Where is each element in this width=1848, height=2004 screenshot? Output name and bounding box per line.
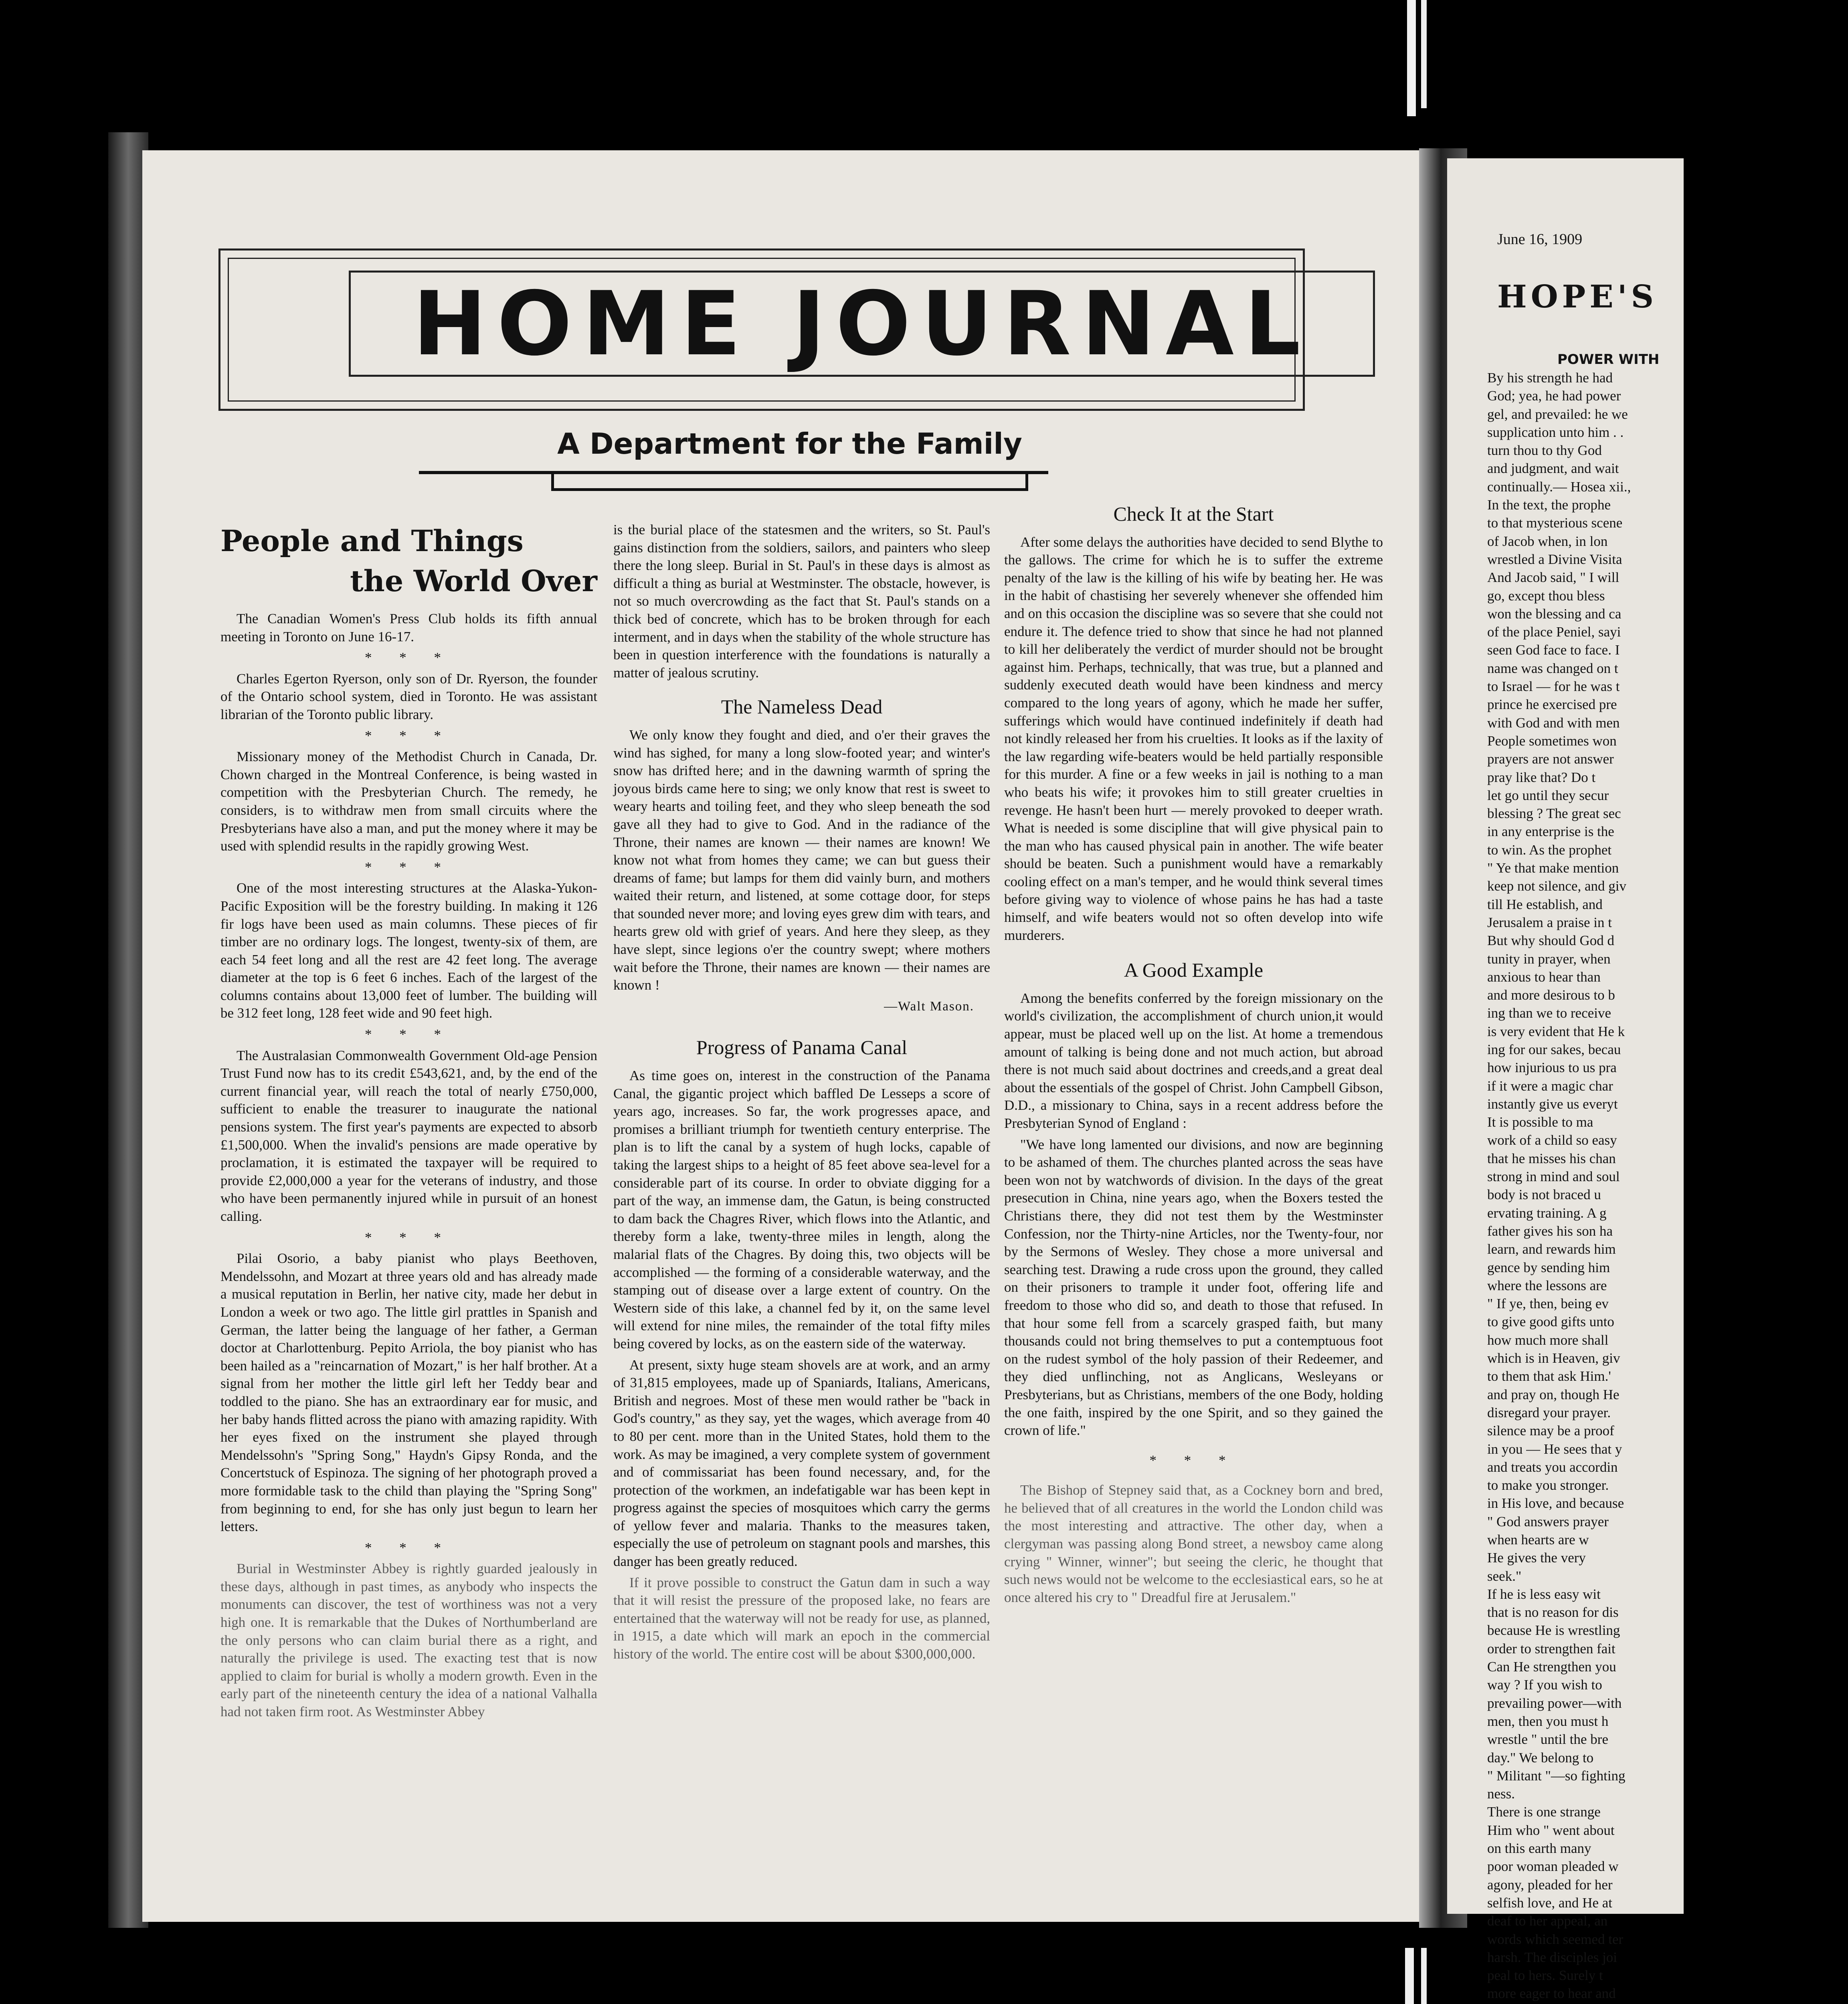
right-page-line: turn thou to thy God [1487, 442, 1602, 459]
right-page-line: Jerusalem a praise in t [1487, 914, 1612, 930]
right-page [1447, 158, 1684, 2002]
right-page-line: is very evident that He k [1487, 1023, 1625, 1039]
article-paragraph: At present, sixty huge steam shovels are at work, and an army of 31,815 employees, made up of Spaniards, Italians, Americans, British and negroes. Most of these men would rather be "back in God's country," as they say, yet the wages, which average from 40 to 80 per cent. more than in the United States, hold them to the work. As may be imagined, a very complete system of government and of commissariat has been found necessary, and, for the protection of the workmen, an indefatigable war has been kept in progress against the species of mosquitoes which carry the germs of yellow fever and malaria. Thanks to the measures taken, especially the use of petroleum on stagnant pools and marshes, this danger has been greatly reduced. [613, 1357, 990, 1570]
right-page-line: words which seemed ter [1487, 1931, 1624, 1947]
right-page-line: way ? If you wish to [1487, 1677, 1602, 1693]
headline-line-1: People and Things [220, 524, 524, 558]
author-signature: —Walt Mason. [884, 999, 974, 1014]
right-page-line: to give good gifts unto [1487, 1314, 1614, 1330]
department-subtitle: A Department for the Family [557, 427, 1022, 461]
right-page-line: It is possible to ma [1487, 1114, 1593, 1130]
separator-stars: * * * [365, 1229, 453, 1245]
right-page-line: in His love, and because [1487, 1495, 1624, 1511]
right-page-subhead: POWER WITH [1557, 352, 1660, 368]
right-page-line: prayers are not answer [1487, 751, 1614, 767]
right-page-line: to Israel — for he was t [1487, 679, 1620, 695]
right-page-text [1487, 369, 1848, 2004]
right-page-line: won the blessing and ca [1487, 606, 1622, 622]
right-page-line: ing than we to receive [1487, 1005, 1611, 1021]
right-page-line: when hearts are w [1487, 1532, 1589, 1547]
right-page-line: And Jacob said, " I will [1487, 570, 1620, 586]
right-page-line: selfish love, and He at [1487, 1895, 1612, 1911]
right-page-line: keep not silence, and giv [1487, 878, 1626, 894]
column-1 [220, 521, 597, 1724]
article-paragraph: Among the benefits conferred by the foreign missionary on the world's civilization, the accomplishment of church union,it would appear, must be placed well up on the list. At home a tremendous amount of talking is being done and not much action, but abroad there is not much said about doctrines and creeds,and a great deal about the essentials of the gospel of Christ. John Campbell Gibson, D.D., a missionary to China, says in a recent address before the Presbyterian Synod of England : [1004, 990, 1383, 1131]
right-page-line: because He is wrestling [1487, 1622, 1620, 1638]
right-page-line: with God and with men [1487, 715, 1620, 731]
right-page-line: tunity in prayer, when [1487, 951, 1611, 967]
separator-stars: * * * [365, 650, 453, 666]
article-paragraph: Pilai Osorio, a baby pianist who plays Beethoven, Mendelssohn, and Mozart at three years old and has already made a musical reputation in Berlin, her native city, made her debut in London a week or two ago. The little girl prattles in Spanish and German, the latter being the language of her father, a German doctor at Charlottenburg. Pepito Arriola, the boy pianist who has been hailed as a "reincarnation of Mozart," is her half brother. At a signal from her mother the little girl left her Teddy bear and toddled to the piano. She has an extraordinary ear for music, and her baby hands flitted across the piano with amazing rapidity. With her eyes fixed on the instrument she played through Mendelssohn's "Spring Song," Haydn's Gipsy Ronda, and the Concertstuck of Espinoza. The signing of her photograph proved a more formidable task to the child than playing the "Spring Song" from beginning to end, for she has only just begun to learn her letters. [220, 1250, 597, 1535]
right-page-line: of Jacob when, in lon [1487, 533, 1608, 549]
scan-strip [1405, 1948, 1414, 2004]
right-page-line: let go until they secur [1487, 787, 1609, 803]
article-paragraph: is the burial place of the statesmen and the writers, so St. Paul's gains distinction from the soldiers, sailors, and painters who sleep there the long sleep. Burial in St. Paul's in these days is almost as difficult a thing as burial at Westminster. The obstacle, however, is not so much overcrowding as the fact that St. Paul's stands on a thick bed of concrete, which has to be broken through for each interment, and in days when the stability of the whole structure has been in question interference with the foundations is naturally a matter of jealous scrutiny. [613, 522, 990, 681]
left-page [142, 150, 1437, 1922]
right-page-line: instantly give us everyt [1487, 1096, 1618, 1112]
right-page-line: gence by sending him [1487, 1259, 1610, 1275]
right-page-line: continually.— Hosea xii., [1487, 479, 1631, 495]
right-page-line: learn, and rewards him [1487, 1241, 1616, 1257]
right-page-line: deaf to her appeal, an [1487, 1913, 1608, 1929]
right-page-line: blessing ? The great sec [1487, 806, 1621, 822]
right-page-line: God; yea, he had power [1487, 388, 1621, 404]
right-page-line: in you — He sees that y [1487, 1441, 1622, 1457]
right-page-line: seek." [1487, 1568, 1522, 1584]
right-page-line: day." We belong to [1487, 1749, 1594, 1766]
right-page-line: Can He strengthen you [1487, 1659, 1616, 1675]
right-page-line: agony, pleaded for her [1487, 1877, 1613, 1893]
right-page-line: that he misses his chan [1487, 1150, 1616, 1166]
right-page-line: ing for our sakes, becau [1487, 1041, 1621, 1057]
headline-line-2: the World Over [350, 564, 597, 598]
right-page-line: If he is less easy wit [1487, 1586, 1601, 1602]
article-paragraph: Burial in Westminster Abbey is rightly guarded jealously in these days, although in past times, as anybody who inspects the monuments can discover, the test of worthiness was not a very high one. It is remarkable that the Dukes of Northumberland are the only persons who can claim burial there as a right, and naturally the privilege is used. The exacting test that is now applied to claim for burial is wholly a modern growth. Even in the early part of the nineteenth century the idea of a national Valhalla had not taken firm root. As Westminster Abbey [220, 1561, 597, 1720]
right-page-line: if it were a magic char [1487, 1078, 1613, 1094]
right-page-line: ervating training. A g [1487, 1205, 1607, 1221]
right-page-line: gel, and prevailed: he we [1487, 406, 1628, 422]
scan-strip [1421, 1948, 1427, 2004]
right-page-line: wrestle " until the bre [1487, 1731, 1608, 1747]
right-page-line: name was changed on t [1487, 660, 1618, 676]
heading-good-example: A Good Example [1124, 959, 1264, 982]
right-page-line: There is one strange [1487, 1804, 1601, 1820]
column-1-headline [220, 521, 597, 601]
right-page-line: and treats you accordin [1487, 1459, 1618, 1475]
article-paragraph: Missionary money of the Methodist Church in Canada, Dr. Chown charged in the Montreal Conference, is being wasted in competition with the Presbyterian Church. The remedy, he considers, is to withdraw men from small circuits where the Presbyterians have also a man, and put the money where it may be used with splendid results in the rapidly growing West. [220, 749, 597, 854]
right-page-line: go, except thou bless [1487, 588, 1605, 604]
right-page-line: Him who " went about [1487, 1822, 1615, 1838]
heading-nameless-dead: The Nameless Dead [721, 695, 883, 718]
right-page-line: to them that ask Him.' [1487, 1368, 1611, 1384]
right-page-line: and more desirous to b [1487, 987, 1615, 1003]
right-page-line: and judgment, and wait [1487, 461, 1619, 477]
right-page-line: poor woman pleaded w [1487, 1859, 1619, 1875]
right-page-line: order to strengthen fait [1487, 1640, 1615, 1657]
scan-strip [1421, 0, 1427, 108]
right-page-line: ness. [1487, 1786, 1515, 1802]
right-page-line: pray like that? Do t [1487, 769, 1596, 785]
heading-panama-canal: Progress of Panama Canal [696, 1036, 908, 1059]
right-page-line: disregard your prayer. [1487, 1404, 1611, 1420]
scan-strip [1407, 0, 1416, 116]
right-page-line: of the place Peniel, sayi [1487, 624, 1621, 640]
separator-stars: * * * [1149, 1452, 1238, 1468]
column-3 [1004, 505, 1383, 1610]
right-page-line: harsh. The disciples joi [1487, 1949, 1618, 1965]
right-page-line: " If ye, then, being ev [1487, 1296, 1609, 1312]
column-2 [613, 521, 990, 1667]
right-page-line: " Militant "—so fighting [1487, 1768, 1626, 1784]
right-page-line: supplication unto him . . [1487, 424, 1624, 440]
masthead-title: HOME JOURNAL [412, 272, 1311, 375]
separator-stars: * * * [365, 1026, 453, 1042]
article-paragraph: The Australasian Commonwealth Government Old-age Pension Trust Fund now has to its credit £543,621, and, by the end of the current financial year, will reach the total of nearly £750,000, sufficient to enable the treasurer to inaugurate the national pensions system. The first year's payments are expected to absorb £1,500,000. When the invalid's pensions are made operative by proclamation, it is estimated the taxpayer will be required to provide £2,000,000 a year for the veterans of industry, and those who have been permanently injured while in pursuit of an honest calling. [220, 1047, 597, 1224]
article-paragraph: Charles Egerton Ryerson, only son of Dr. Ryerson, the founder of the Ontario school system, died in Toronto. He was assistant librarian of the Toronto public library. [220, 671, 597, 722]
right-page-line: to win. As the prophet [1487, 842, 1612, 858]
right-page-line: In the text, the prophe [1487, 497, 1611, 513]
separator-stars: * * * [365, 727, 453, 743]
article-paragraph: The Canadian Women's Press Club holds its fifth annual meeting in Toronto on June 16-17. [220, 611, 597, 644]
right-page-line: silence may be a proof [1487, 1423, 1614, 1439]
right-page-line: to that mysterious scene [1487, 515, 1623, 531]
right-page-title: HOPE'S [1497, 279, 1658, 315]
article-paragraph: As time goes on, interest in the construction of the Panama Canal, the gigantic project which baffled De Lesseps a score of years ago, increases. So far, the work progresses apace, and promises a brilliant triumph for twentieth century enterprise. The plan is to lift the canal by a system of hugh locks, capable of taking the largest ships to a height of 85 feet above sea-level for a considerable part of its course. In order to obviate digging for a part of the way, an immense dam, the Gatun, is being constructed to dam back the Chagres River, which flows into the Atlantic, and thereby form a lake, twenty-three miles in length, along the malarial flats of the Chagres. By doing this, two objects will be accomplished — the forming of a considerable waterway, and the stamping out of disease over a large extent of country. On the Western side of this lake, a channel fed by it, on the same level will extend for nine miles, the remainder of the total fifty miles being covered by locks, as on the eastern side of the waterway. [613, 1068, 990, 1351]
issue-date: June 16, 1909 [1497, 231, 1583, 248]
right-page-line: that is no reason for dis [1487, 1604, 1619, 1620]
masthead-frame [218, 248, 1311, 411]
right-page-line: which is in Heaven, giv [1487, 1350, 1620, 1366]
heading-check-it: Check It at the Start [1113, 503, 1274, 525]
right-page-line: and pray on, though He [1487, 1386, 1620, 1402]
right-page-line: seen God face to face. I [1487, 642, 1620, 658]
article-paragraph: After some delays the authorities have decided to send Blythe to the gallows. The crime for which he is to suffer the extreme penalty of the law is the killing of his wife by beating her. He was in the habit of chastising her severely whenever she offended him and on this occasion the discipline was so severe that she could not endure it. The defence tried to show that since he had not planned to kill her deliberately the verdict of murder should not be brought against him. Perhaps, technically, that was true, but a planned and suddenly executed death would have been kindness and mercy compared to the long years of agony, which he made her suffer, sufferings which would have continued indefinitely if death had not kindly released her from his cruelties. It looks as if the laxity of the law regarding wife-beaters would be held partially responsible for this murder. A fine or a few weeks in jail is nothing to a man who beats his wife; it provokes him to still greater cruelties in revenge. He hasn't been hurt — merely provoked to deeper wrath. What is needed is some discipline that will give physical pain to the man who has caused physical pain in another. The wife beater should be beaten. Such a punishment would have a remarkably cooling effect on a man's temper, and he would think several times before giving way to violence of whose pains he has had a taste himself, and wife beaters would not so often develop into wife murderers. [1004, 534, 1383, 943]
right-page-line: on this earth many [1487, 1840, 1591, 1857]
right-page-line: " God answers prayer [1487, 1513, 1609, 1529]
right-page-line: how much more shall [1487, 1332, 1609, 1348]
separator-stars: * * * [365, 859, 453, 875]
right-page-line: prevailing power—with [1487, 1695, 1622, 1711]
right-page-line: peal to hers. Surely t [1487, 1968, 1603, 1984]
right-page-line: But why should God d [1487, 933, 1614, 949]
right-page-line: more eager to hear and [1487, 1986, 1616, 2002]
right-page-line: strong in mind and soul [1487, 1169, 1620, 1185]
right-page-line: body is not braced u [1487, 1187, 1601, 1203]
article-paragraph: One of the most interesting structures at the Alaska-Yukon-Pacific Exposition will be the forestry building. In making it 126 fir logs have been used as main columns. These pieces of fir timber are no ordinary logs. The longest, twenty-six of them, are each 54 feet long and all the rest are 42 feet long. The average diameter at the top is 6 feet 6 inches. Each of the largest of the columns contains about 13,000 feet of lumber. The building will be 312 feet long, 128 feet wide and 90 feet high. [220, 880, 597, 1021]
separator-stars: * * * [365, 1539, 453, 1556]
right-page-line: where the lessons are [1487, 1277, 1607, 1293]
right-page-line: He gives the very [1487, 1550, 1586, 1566]
right-page-line: anxious to hear than [1487, 969, 1601, 985]
right-page-line: wrestled a Divine Visita [1487, 551, 1622, 567]
right-page-line: till He establish, and [1487, 896, 1603, 912]
right-page-line: " Ye that make mention [1487, 860, 1619, 876]
poem-paragraph: We only know they fought and died, and o'er their graves the wind has sighed, for many a long slow-footed year; and winter's snow has drifted here; and in the dawning warmth of spring the joyous birds came here to sing; we only know that rest is sweet to weary hearts and toiling feet, and they who sleep beneath the sod gave all they had to give to God. And in the radiance of the Throne, their names are known — their names are known! We know not what from homes they came; we can but guess their dreams of fame; but lamps for them did vainly burn, and mothers waited their return, and listened, at some cottage door, for steps that sounded never more; and loving eyes grew dim with tears, and hearts grew old with grief of years. And here they sleep, as they have slept, since legions o'er the country swept; where mothers wait before the Throne, their names are known — their names are known ! [613, 727, 990, 993]
right-page-line: to make you stronger. [1487, 1477, 1609, 1493]
article-paragraph: The Bishop of Stepney said that, as a Cockney born and bred, he believed that of all creatures in the world the London child was the most interesting and attractive. The other day, when a clergyman was passing along Bond street, a newsboy came along crying " Winner, winner"; but seeing the cleric, he thought that such news would not be welcome to the ecclesiastical ears, so he at once altered his cry to " Dreadful fire at Jerusalem." [1004, 1482, 1383, 1605]
right-page-line: work of a child so easy [1487, 1132, 1617, 1148]
subtitle-bracket [551, 471, 1028, 491]
right-page-line: how injurious to us pra [1487, 1060, 1617, 1076]
right-page-line: father gives his son ha [1487, 1223, 1613, 1239]
right-page-line: men, then you must h [1487, 1713, 1609, 1729]
right-page-line: prince he exercised pre [1487, 697, 1617, 713]
article-paragraph: If it prove possible to construct the Gatun dam in such a way that it will resist the pressure of the proposed lake, no fears are entertained that the waterway will not be ready for use, as planned, in 1915, a date which will mark an epoch in the commercial history of the world. The entire cost will be about $300,000,000. [613, 1574, 990, 1662]
right-page-line: By his strength he had [1487, 370, 1613, 386]
right-page-line: in any enterprise is the [1487, 824, 1614, 840]
masthead-title-box [349, 271, 1375, 377]
right-page-line: People sometimes won [1487, 733, 1617, 749]
quoted-paragraph: "We have long lamented our divisions, and now are beginning to be ashamed of them. The churches planted across the seas have been won not by watchwords of division. In the days of the great presecution in China, nine years ago, when the Boxers tested the Christians there, they did not test them by the Westminster Confession, nor the Thirty-nine Articles, nor the Twenty-four, nor by the Sermons of Wesley. They chose a more universal and searching test. Drawing a rude cross upon the ground, they called on their prisoners to trample it under foot, offering life and freedom to those who did so, and death to those that refused. In that hour some fell from a scarcely grasped faith, but many thousands could not bring themselves to put a contemptuous foot on the rudest symbol of the holy passion of their Redeemer, and they died unflinching, not as Anglicans, Wesleyans or Presbyterians, but as Christians, members of the one Body, holding the one faith, inspired by the one Spirit, and so they gained the crown of life." [1004, 1136, 1383, 1438]
